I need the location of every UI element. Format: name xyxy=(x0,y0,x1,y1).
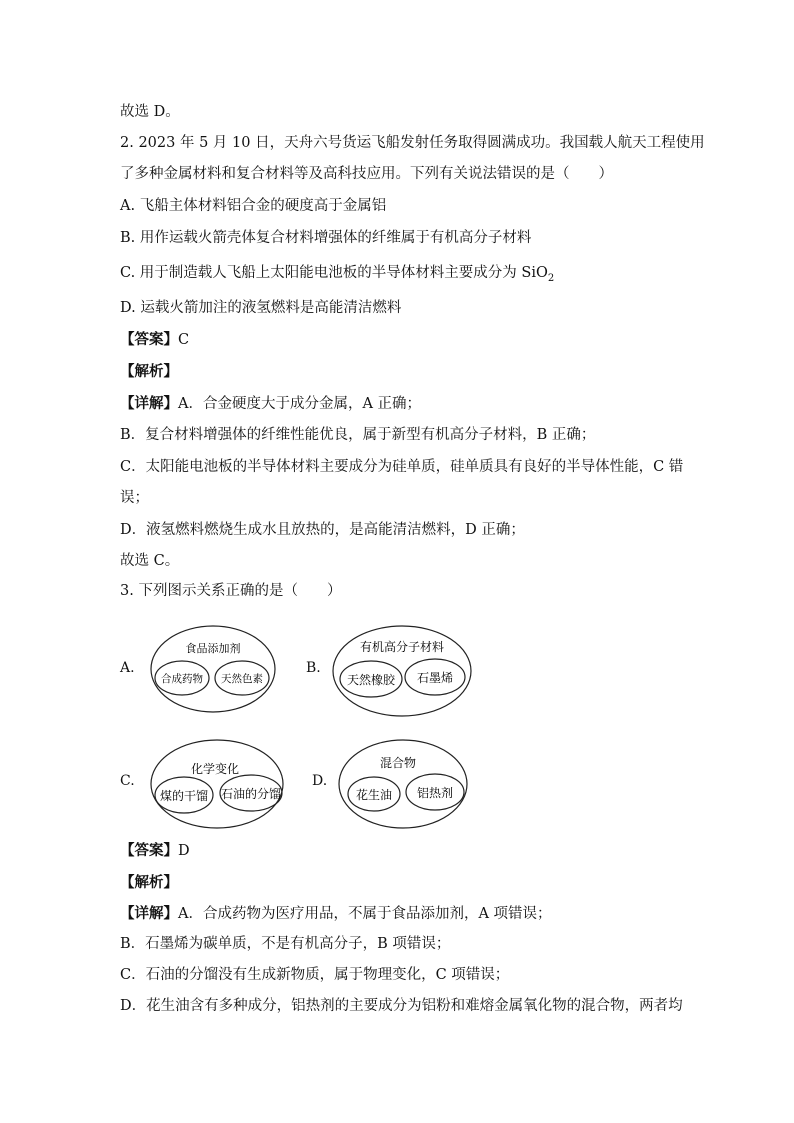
detail-text: A．合成药物为医疗用品，不属于食品添加剂，A 项错误； xyxy=(178,906,552,922)
detail-line: D．花生油含有多种成分，铝热剂的主要成分为铝粉和难熔金属氧化物的混合物，两者均 xyxy=(120,998,683,1014)
diagram-c xyxy=(147,737,287,831)
question-3-stem: 3. 下列图示关系正确的是（ ） xyxy=(120,583,342,599)
option-d: D. 运载火箭加注的液氢燃料是高能清洁燃料 xyxy=(120,300,402,316)
option-c xyxy=(120,263,554,289)
detail-line xyxy=(120,394,421,414)
detail-line: D．液氢燃料燃烧生成水且放热的，是高能清洁燃料，D 正确； xyxy=(120,522,525,538)
diagram-d xyxy=(336,737,472,831)
option-b: B. 用作运载火箭壳体复合材料增强体的纤维属于有机高分子材料 xyxy=(120,230,532,246)
outer-label: 有机高分子材料 xyxy=(359,640,445,654)
detail-line xyxy=(120,904,552,924)
detail-line: B．复合材料增强体的纤维性能优良，属于新型有机高分子材料，B 正确； xyxy=(120,427,596,443)
answer-value: C xyxy=(178,332,190,348)
detail-line: 误； xyxy=(120,490,149,506)
diagram-a xyxy=(148,623,278,715)
outer-ellipse xyxy=(151,626,275,712)
answer-label: 【答案】 xyxy=(120,842,178,859)
right-label: 铝热剂 xyxy=(416,786,454,800)
analysis-heading: 【解析】 xyxy=(120,874,178,891)
text-line: 故选 C。 xyxy=(120,553,180,569)
detail-line: C．太阳能电池板的半导体材料主要成分为硅单质，硅单质具有良好的半导体性能，C 错 xyxy=(120,459,684,475)
option-c-subscript: 2 xyxy=(547,272,555,284)
venn-diagram-c xyxy=(147,737,287,831)
outer-ellipse xyxy=(339,740,467,828)
diagram-a-letter: A. xyxy=(120,660,135,676)
right-label: 石油的分馏 xyxy=(220,787,282,801)
diagram-b-letter: B. xyxy=(306,660,321,676)
detail-line: C．石油的分馏没有生成新物质，属于物理变化，C 项错误； xyxy=(120,967,510,983)
left-label: 合成药物 xyxy=(161,673,203,685)
answer-line xyxy=(120,841,190,861)
diagram-d-letter: D. xyxy=(312,773,328,789)
detail-text: A．合金硬度大于成分金属，A 正确； xyxy=(178,396,422,412)
outer-ellipse xyxy=(151,740,283,828)
diagram-c-letter: C. xyxy=(120,773,135,789)
venn-diagram-a xyxy=(148,623,278,715)
answer-label: 【答案】 xyxy=(120,331,178,348)
detail-line: B．石墨烯为碳单质，不是有机高分子，B 项错误； xyxy=(120,936,451,952)
detail-label: 【详解】 xyxy=(120,395,178,412)
venn-diagram-b xyxy=(330,623,474,719)
detail-label: 【详解】 xyxy=(120,905,178,922)
venn-diagram-d xyxy=(336,737,472,831)
left-label: 天然橡胶 xyxy=(346,673,396,687)
outer-label: 化学变化 xyxy=(190,762,240,776)
option-c-text: C. 用于制造载人飞船上太阳能电池板的半导体材料主要成分为 SiO xyxy=(120,265,548,281)
right-label: 天然色素 xyxy=(221,673,263,685)
right-label: 石墨烯 xyxy=(416,671,454,685)
option-a: A. 飞船主体材料铝合金的硬度高于金属铝 xyxy=(120,198,387,214)
left-label: 花生油 xyxy=(355,788,393,802)
outer-label: 食品添加剂 xyxy=(185,642,241,655)
left-label: 煤的干馏 xyxy=(159,789,209,803)
answer-line xyxy=(120,330,189,350)
question-2-stem-cont: 了多种金属材料和复合材料等及高科技应用。下列有关说法错误的是（ ） xyxy=(120,166,613,182)
analysis-heading: 【解析】 xyxy=(120,363,178,380)
question-2-stem: 2. 2023 年 5 月 10 日，天舟六号货运飞船发射任务取得圆满成功。我国载人航天工程使用 xyxy=(120,135,705,151)
diagram-b xyxy=(330,623,474,719)
answer-value: D xyxy=(178,843,190,859)
outer-label: 混合物 xyxy=(379,756,417,770)
text-line: 故选 D。 xyxy=(120,104,180,120)
